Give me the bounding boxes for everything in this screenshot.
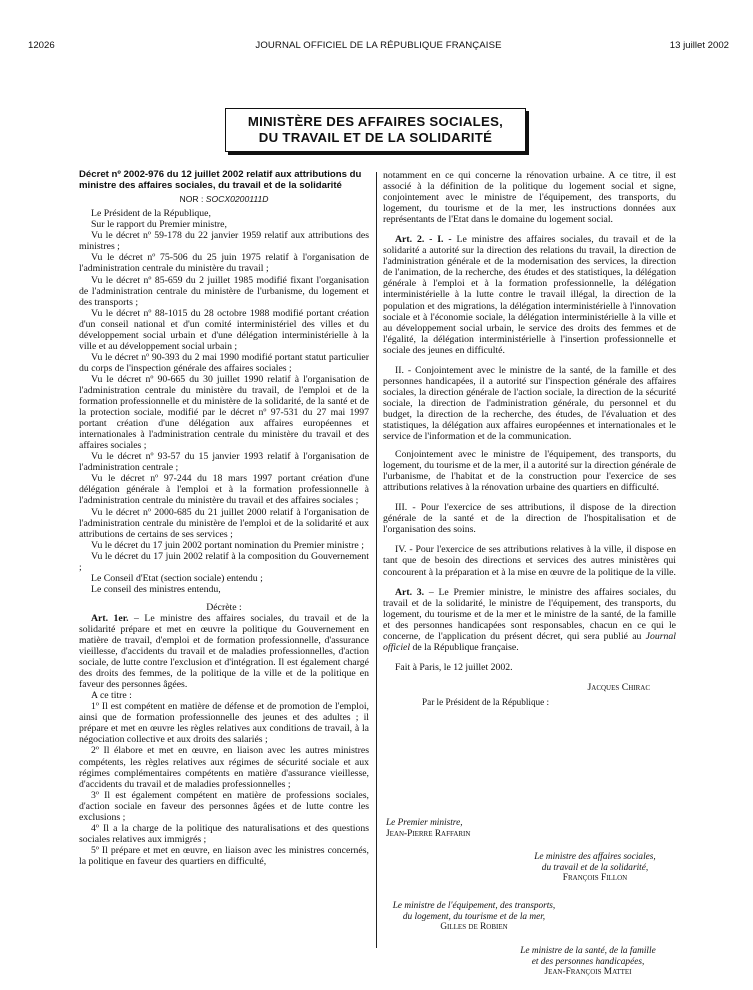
issue-date: 13 juillet 2002: [669, 40, 729, 51]
preamble-line: Vu le décret nº 85-659 du 2 juillet 1985 modifié fixant l'organisation de l'administration centrale du ministère de l'urbanisme, du logement et des transports ;: [79, 274, 369, 308]
signatory-role: Le ministre de l'équipement, des transports,: [392, 901, 556, 911]
article-1-item-continued: [79, 845, 369, 867]
article-1-text: Le ministre des affaires sociales, du travail et de la solidarité prépare et met en œuvre la politique du Gouvernement en matière de travail, d'emploi et de formation professionnelle, d'assurance vieillesse, d'accidents du travail et de maladies professionnelles, d'action sociale, de lutte contre l'exclusion et d'intégration. Il est également chargé des droits des femmes, de la politique de la ville et de la politique en faveur des personnes âgées.: [79, 612, 370, 691]
preamble-line: Vu le décret nº 75-506 du 25 juin 1975 relatif à l'organisation de l'administration centrale du ministère du travail ;: [79, 252, 369, 275]
article-1-item-5-continued: notamment en ce qui concerne la rénovation urbaine. A ce titre, il est associé à la définition de la politique du logement social et signe, conjointement avec le ministre de l'équipement, des transports, du logement, du tourisme et de la mer, les instructions données aux représentants de l'Etat dans le domaine du logement social.: [383, 170, 676, 226]
signatory-role: Le ministre de la santé, de la famille: [520, 946, 656, 956]
article-1-label: Art. 1er.: [91, 612, 129, 624]
a-ce-titre: A ce titre :: [91, 690, 132, 702]
article-1-item-5: 5º Il prépare et met en œuvre, en liaison avec les ministres concernés, la politique en faveur des quartiers en difficulté,: [79, 844, 369, 867]
page-header: [28, 40, 729, 56]
article-1-item: 4º Il a la charge de la politique des naturalisations et des questions sociales relatives aux immigrés ;: [79, 822, 369, 845]
preamble-line: Vu le décret du 17 juin 2002 portant nomination du Premier ministre ;: [91, 539, 364, 551]
article-3-label: Art. 3.: [395, 586, 425, 598]
done-at: Fait à Paris, le 12 juillet 2002.: [395, 661, 513, 673]
signatory-role: Le ministre des affaires sociales,: [534, 852, 656, 862]
ministry-title-line1: MINISTÈRE DES AFFAIRES SOCIALES,: [247, 114, 504, 129]
preamble-line: Vu le décret nº 90-393 du 2 mai 1990 modifié portant statut particulier du corps de l'inspection générale des affaires sociales ;: [79, 351, 369, 374]
article-1: Art. 1er. – Le ministre des affaires sociales, du travail et de la solidarité prépare et met en œuvre la politique du Gouvernement en matière de travail, d'emploi et de formation professionnelle, d'assurance vieillesse, d'accidents du travail et de maladies professionnelles, d'action sociale, de lutte contre l'exclusion et d'intégration. Il est également chargé des droits des femmes, de la politique de la ville et de la politique en faveur des personnes âgées.: [79, 612, 370, 691]
decrete-heading: Décrète :: [206, 601, 242, 613]
article-2-ii: II. - Conjointement avec le ministre de la santé, de la famille et des personnes handicapées, il a autorité sur l'inspection générale des affaires sociales, la direction générale de l'action sociale, la direction de la sécurité sociale, la direction de l'administration générale, du personnel et du budget, la direction de la recherche, des études, de l'évaluation et des statistiques, la délégation aux affaires européennes et internationales et le service de l'information et de la communication.: [383, 364, 676, 443]
article-2-iv: IV. - Pour l'exercice de ses attributions relatives à la ville, il dispose en tant que de besoin des directions et services des autres ministères qui concourent à la préparation et à la mise en œuvre de la politique de la ville.: [383, 544, 676, 578]
article-1-item: 1º Il est compétent en matière de défense et de promotion de l'emploi, ainsi que de formation professionnelle des jeunes et des adultes ; il prépare et met en œuvre les règles relatives aux conditions de travail, à la négociation collective et aux droits des salariés ;: [79, 701, 369, 746]
preamble-line: Vu le décret nº 88-1015 du 28 octobre 1988 modifié portant création d'un conseil national et d'un comité interministériel des villes et du développement social urbain et d'une délégation interministérielle à la ville et au développement social urbain ;: [79, 307, 369, 352]
president-signature: Jacques Chirac: [587, 681, 650, 693]
article-2-ii-b: Conjointement avec le ministre de l'équipement, des transports, du logement, du tourisme et de la mer, il a autorité sur la direction générale de l'urbanisme, de l'habitat et de la construction pour l'exercice de ses attributions relatives à la rénovation urbaine des quartiers en difficulté.: [383, 449, 676, 494]
preamble-line: Vu le décret nº 59-178 du 22 janvier 1959 relatif aux attributions des ministres ;: [79, 230, 369, 253]
preamble-line: Le Conseil d'Etat (section sociale) entendu ;: [91, 572, 263, 584]
preamble-line: Vu le décret du 17 juin 2002 relatif à la composition du Gouvernement ;: [79, 550, 369, 573]
par-le-president: Par le Président de la République :: [422, 696, 550, 707]
signatory-sante: [494, 946, 682, 978]
preamble-line: Vu le décret nº 93-57 du 15 janvier 1993 relatif à l'organisation de l'administration centrale ;: [79, 451, 369, 474]
article-2-i-text: Le ministre des affaires sociales, du travail et de la solidarité a autorité sur la direction des relations du travail, la direction de l'administration générale et de la modernisation des services, la direction de l'animation, de la recherche, des études et des statistiques, la délégation générale à l'emploi et à la formation professionnelle, la délégation interministérielle à la lutte contre le travail illégal, la direction de la population et des migrations, la délégation interministérielle à l'innovation sociale et à l'économie sociale, la délégation interministérielle à la ville et au développement social urbain, le service des droits des femmes et de l'égalité, la délégation interministérielle à l'insertion professionnelle et sociale des jeunes en difficulté.: [383, 234, 677, 356]
preamble-line: Le Président de la République,: [91, 208, 211, 220]
signatory-premier: [386, 818, 496, 839]
column-divider: [376, 172, 377, 948]
signatory-name: Jean-François Mattei: [544, 967, 632, 978]
signatory-role: du logement, du tourisme et de la mer,: [402, 911, 546, 922]
preamble-line: Vu le décret nº 90-665 du 30 juillet 1990 relatif à l'organisation de l'administration centrale du ministère du travail, de l'emploi et de la formation professionnelle et du ministère de la solidarité, de la santé et de la protection sociale, modifié par le décret nº 97-531 du 27 mai 1997 portant création d'une délégation aux affaires européennes et internationales à l'administration centrale du ministère du travail et des affaires sociales ;: [79, 373, 369, 452]
ministry-title-line2: DU TRAVAIL ET DE LA SOLIDARITÉ: [258, 130, 493, 145]
signatory-role: et des personnes handicapées,: [531, 956, 645, 967]
nor-reference: [79, 194, 369, 205]
nor-label: NOR :: [179, 194, 204, 205]
signatory-name: Jean-Pierre Raffarin: [386, 828, 471, 839]
signatory-name: François Fillon: [562, 873, 628, 884]
article-3-journal: Journal officiel: [383, 630, 676, 653]
ministry-title-box: [225, 108, 526, 152]
left-column: [79, 170, 369, 867]
preamble-line: Le conseil des ministres entendu,: [91, 583, 221, 595]
article-3: Art. 3. – Le Premier ministre, le ministre des affaires sociales, du travail et de la solidarité, le ministre de l'équipement, des transports, du logement, du tourisme et de la mer et le ministre de la santé, de la famille et des personnes handicapées sont responsables, chacun en ce qui le concerne, de l'application du présent décret, qui sera publié au Journal officiel de la République française.: [383, 586, 676, 653]
signatory-role: du travail et de la solidarité,: [541, 862, 649, 873]
decree-title: Décret nº 2002-976 du 12 juillet 2002 relatif aux attributions du ministre des affaires sociales, du travail et de la solidarité: [79, 169, 362, 191]
preamble-line: Sur le rapport du Premier ministre,: [91, 219, 227, 231]
preamble-line: Vu le décret nº 97-244 du 18 mars 1997 portant création d'une délégation générale à l'emploi et à la formation professionnelle à l'administration centrale du ministère du travail et des affaires sociales ;: [79, 473, 369, 507]
signatory-affaires-sociales: [505, 852, 685, 884]
preamble-line: Vu le décret nº 2000-685 du 21 juillet 2000 relatif à l'organisation de l'administration centrale du ministère de l'emploi et de la solidarité et aux attributions de certains de ses services ;: [79, 506, 369, 540]
article-2-i: [383, 234, 676, 356]
journal-title: JOURNAL OFFICIEL DE LA RÉPUBLIQUE FRANÇAISE: [255, 40, 502, 51]
article-1-item: 2º Il élabore et met en œuvre, en liaison avec les autres ministres compétents, les règles relatives aux régimes de sécurité sociale et aux régimes complémentaires compétents en matière d'assurance vieillesse, d'accidents du travail et de maladies professionnelles ;: [79, 745, 369, 790]
signatory-equipement: [384, 901, 564, 933]
right-column-content: [383, 170, 676, 708]
article-3-text-a: Le Premier ministre, le ministre des affaires sociales, du travail et de la solidarité, le ministre de l'équipement, des transports, du logement, du tourisme et de la mer et le ministre de la santé, de la famille et des personnes handicapées sont responsables, chacun en ce qui le concerne, de l'application du présent décret, qui sera publié au: [383, 586, 676, 642]
article-2-label: Art. 2. - I. -: [395, 234, 452, 246]
signatory-role: Le Premier ministre,: [386, 818, 463, 828]
nor-value: SOCX0200111D: [205, 194, 269, 205]
article-1-item: 3º Il est également compétent en matière de professions sociales, d'action sociale en faveur des personnes âgées et de lutte contre les exclusions ;: [79, 789, 369, 823]
page-number: 12026: [28, 40, 55, 51]
signatory-name: Gilles de Robien: [440, 922, 508, 933]
article-2-iii: III. - Pour l'exercice de ses attributions, il dispose de la direction générale de la santé et de la direction de l'hospitalisation et de l'organisation des soins.: [383, 502, 676, 536]
right-column: [383, 170, 676, 708]
article-3-text-b: de la République française.: [412, 641, 519, 653]
